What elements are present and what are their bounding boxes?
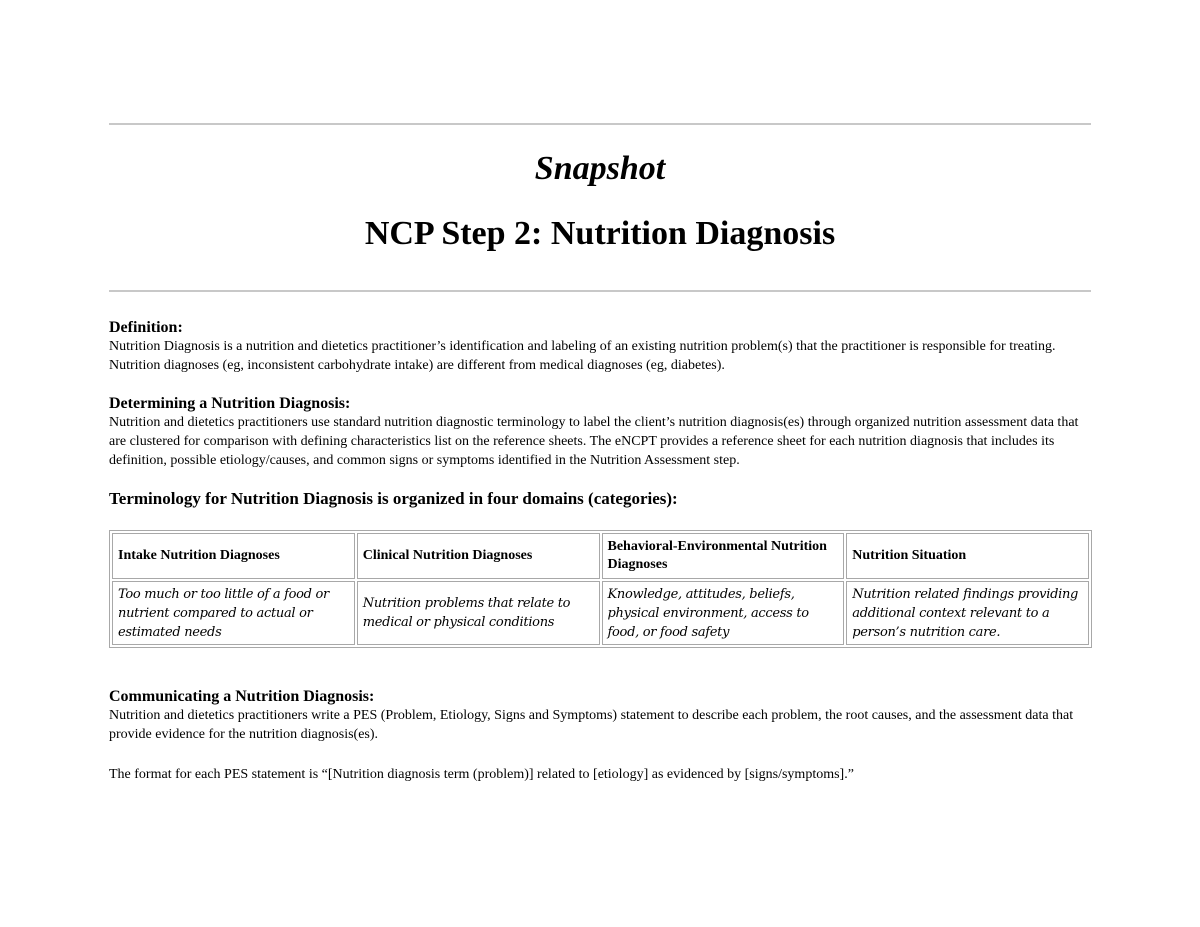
determining-heading: Determining a Nutrition Diagnosis:: [109, 395, 351, 412]
page-title: NCP Step 2: Nutrition Diagnosis: [364, 215, 836, 252]
terminology-section: [109, 489, 1094, 508]
column-header-behavioral: Behavioral-Environmental Nutrition Diagnoses: [602, 533, 845, 579]
definition-heading: Definition:: [109, 319, 183, 336]
communicating-section: [109, 687, 1094, 744]
situation-description: Nutrition related findings providing additional context relevant to a person’s nutrition care.: [846, 581, 1089, 645]
table-header-row: [112, 533, 1089, 579]
bottom-divider: [109, 290, 1091, 292]
domains-table: [109, 530, 1092, 648]
determining-body: Nutrition and dietetics practitioners use standard nutrition diagnostic terminology to label the client’s nutrition diagnosis(es) through organized nutrition assessment data that are clustered for comparison with defining characteristics list on the reference sheets. The eNCPT provides a reference sheet for each nutrition diagnosis that includes its definition, possible etiology/causes, and common signs or symptoms identified in the Nutrition Assessment step.: [109, 415, 1079, 468]
intake-description: Too much or too little of a food or nutrient compared to actual or estimated needs: [112, 581, 355, 645]
communicating-body: Nutrition and dietetics practitioners write a PES (Problem, Etiology, Signs and Symptoms) statement to describe each problem, the root causes, and the assessment data that provide evidence for the nutrition diagnosis(es).: [109, 708, 1074, 742]
determining-section: [109, 394, 1094, 470]
communicating-heading: Communicating a Nutrition Diagnosis:: [109, 688, 375, 705]
column-header-intake: Intake Nutrition Diagnoses: [112, 533, 355, 579]
terminology-heading: Terminology for Nutrition Diagnosis is organized in four domains (categories):: [109, 489, 678, 508]
column-header-situation: Nutrition Situation: [846, 533, 1089, 579]
clinical-description: Nutrition problems that relate to medical or physical conditions: [357, 581, 600, 645]
column-header-clinical: Clinical Nutrition Diagnoses: [357, 533, 600, 579]
page-subtitle: Snapshot: [534, 150, 666, 187]
pes-format-text: The format for each PES statement is “[Nutrition diagnosis term (problem)] related to [etiology] as evidenced by [signs/symptoms].”: [109, 767, 854, 782]
top-divider: [109, 123, 1091, 125]
table-row: [112, 581, 1089, 645]
definition-body: Nutrition Diagnosis is a nutrition and dietetics practitioner’s identification and labeling of an existing nutrition problem(s) that the practitioner is responsible for treating. Nutrition diagnoses (eg, inconsistent carbohydrate intake) are different from medical diagnoses (eg, diabetes).: [109, 339, 1056, 373]
definition-section: [109, 318, 1094, 375]
behavioral-description: Knowledge, attitudes, beliefs, physical environment, access to food, or food safety: [602, 581, 845, 645]
